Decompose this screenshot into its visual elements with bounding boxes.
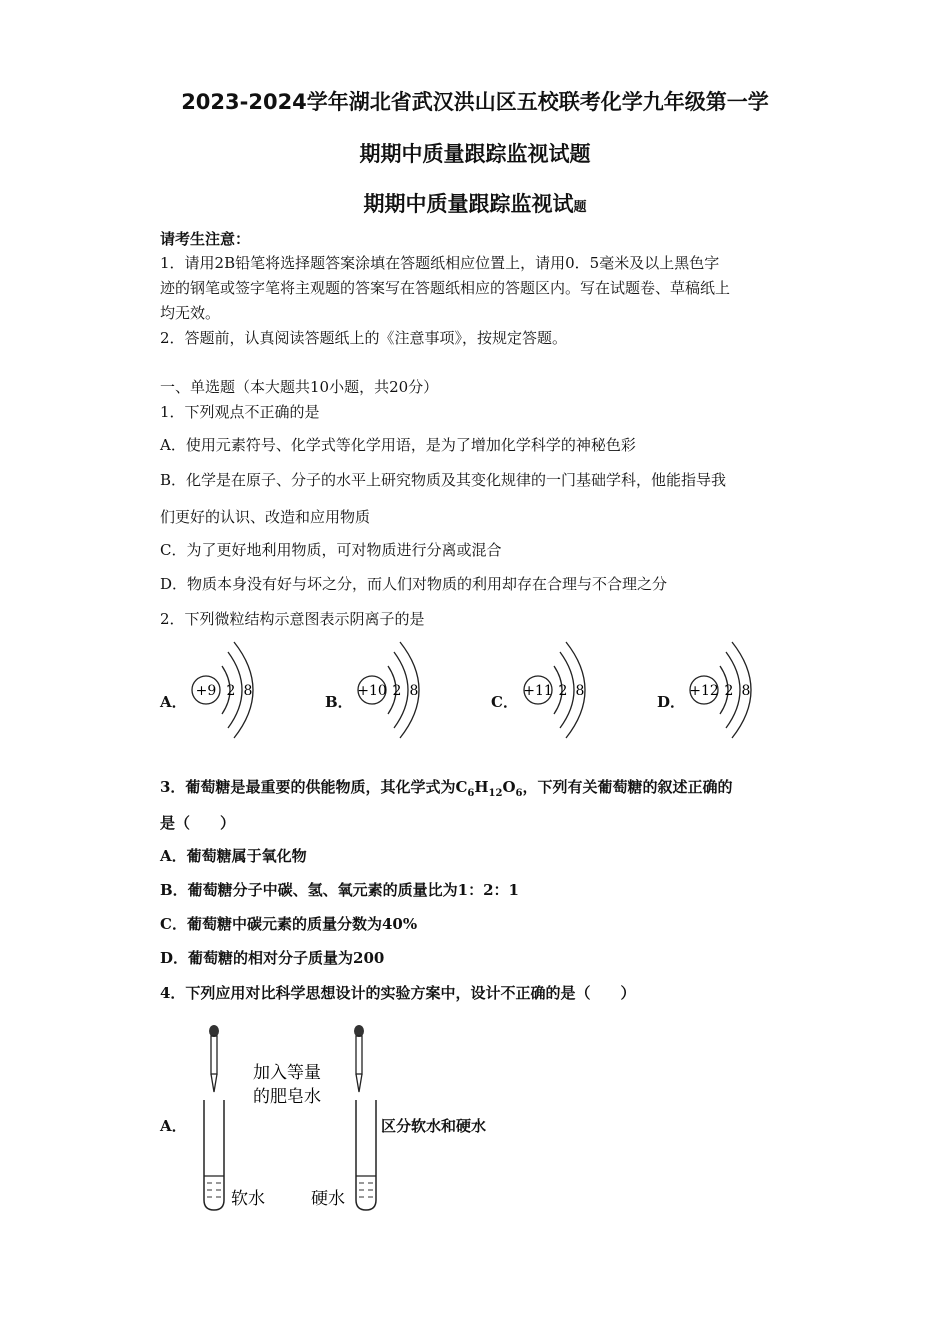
nucleus-charge: +11 [523,683,553,699]
q2-option-a-diagram [186,640,266,740]
notice-item1-line2: 迹的钢笔或签字笔将主观题的答案写在答题纸相应的答题区内。写在试题卷、草稿纸上 [160,279,731,297]
q2-option-d-diagram [684,640,764,740]
right-dropper-icon [354,1025,364,1092]
shell2-electrons: 8 [575,683,585,699]
q3-option-a: A．葡萄糖属于氧化物 [160,847,307,865]
q1-option-c: C．为了更好地利用物质，可对物质进行分离或混合 [160,541,502,559]
q2-option-c-label: C． [491,693,518,711]
q3-option-b: B．葡萄糖分子中碳、氢、氧元素的质量比为1：2：1 [160,881,519,899]
exam-title-line3 [0,188,950,218]
left-test-tube-icon [204,1100,224,1210]
q1-stem: 1．下列观点不正确的是 [160,403,320,421]
left-dropper-icon [209,1025,219,1092]
q3-formula-h: H [474,778,489,796]
q2-option-b-label: B． [325,693,353,711]
shell2-electrons: 8 [409,683,419,699]
q3-formula-h-subscript: 12 [488,788,503,799]
notice-item1-line1: 1．请用2B铅笔将选择题答案涂填在答题纸相应位置上，请用0．5毫米及以上黑色字 [160,254,720,272]
q4-option-a-figure [190,1020,390,1215]
q2-option-c-diagram [518,640,598,740]
q3-option-d: D．葡萄糖的相对分子质量为200 [160,949,385,967]
right-tube-label: 硬水 [311,1189,345,1209]
q4-stem: 4．下列应用对比科学思想设计的实验方案中，设计不正确的是（ ） [160,984,636,1002]
exam-title-line3-small: 题 [573,200,587,215]
nucleus-charge: +10 [357,683,387,699]
notice-item1-line3: 均无效。 [160,304,221,322]
q3-stem-post: ，下列有关葡萄糖的叙述正确的 [522,778,733,796]
q3-stem-pre: 3．葡萄糖是最重要的供能物质，其化学式为C [160,778,468,796]
exam-title-line2: 期期中质量跟踪监视试题 [359,142,591,166]
notice-heading: 请考生注意： [160,230,251,248]
shell2-electrons: 8 [243,683,253,699]
left-tube-label: 软水 [231,1189,265,1209]
q2-option-b-diagram [352,640,432,740]
q3-stem [160,776,733,799]
q4-option-a-label: A． [160,1117,187,1135]
section1-heading: 一、单选题（本大题共10小题，共20分） [160,378,439,396]
q2-option-a-label: A． [160,693,187,711]
q3-formula-o: O [502,778,516,796]
notice-item2: 2．答题前，认真阅读答题纸上的《注意事项》，按规定答题。 [160,329,568,347]
q3-formula-o-subscript: 6 [515,788,523,799]
q2-option-d-label: D． [657,693,686,711]
q3-formula-c-subscript: 6 [467,788,475,799]
shell2-electrons: 8 [741,683,751,699]
exam-title-line1: 2023-2024学年湖北省武汉洪山区五校联考化学九年级第一学 [181,90,769,114]
shell1-electrons: 2 [226,683,236,699]
exam-title-line3-main: 期期中质量跟踪监视试 [363,192,574,216]
q1-option-d: D．物质本身没有好与坏之分，而人们对物质的利用却存在合理与不合理之分 [160,575,668,593]
nucleus-charge: +9 [195,683,217,699]
shell1-electrons: 2 [558,683,568,699]
q3-stem-line2: 是（ ） [160,814,236,832]
fig-label-add-soap: 加入等量 [253,1063,321,1083]
q4-option-a-description: 区分软水和硬水 [381,1117,487,1135]
nucleus-charge: +12 [689,683,719,699]
q1-option-a: A．使用元素符号、化学式等化学用语，是为了增加化学科学的神秘色彩 [160,436,636,454]
right-test-tube-icon [356,1100,376,1210]
q1-option-b-line2: 们更好的认识、改造和应用物质 [160,508,371,526]
fig-label-soap-water: 的肥皂水 [253,1087,321,1107]
q3-option-c: C．葡萄糖中碳元素的质量分数为40% [160,915,418,933]
q1-option-b-line1: B．化学是在原子、分子的水平上研究物质及其变化规律的一门基础学科，他能指导我 [160,471,727,489]
shell1-electrons: 2 [392,683,402,699]
q2-stem: 2．下列微粒结构示意图表示阴离子的是 [160,610,425,628]
shell1-electrons: 2 [724,683,734,699]
